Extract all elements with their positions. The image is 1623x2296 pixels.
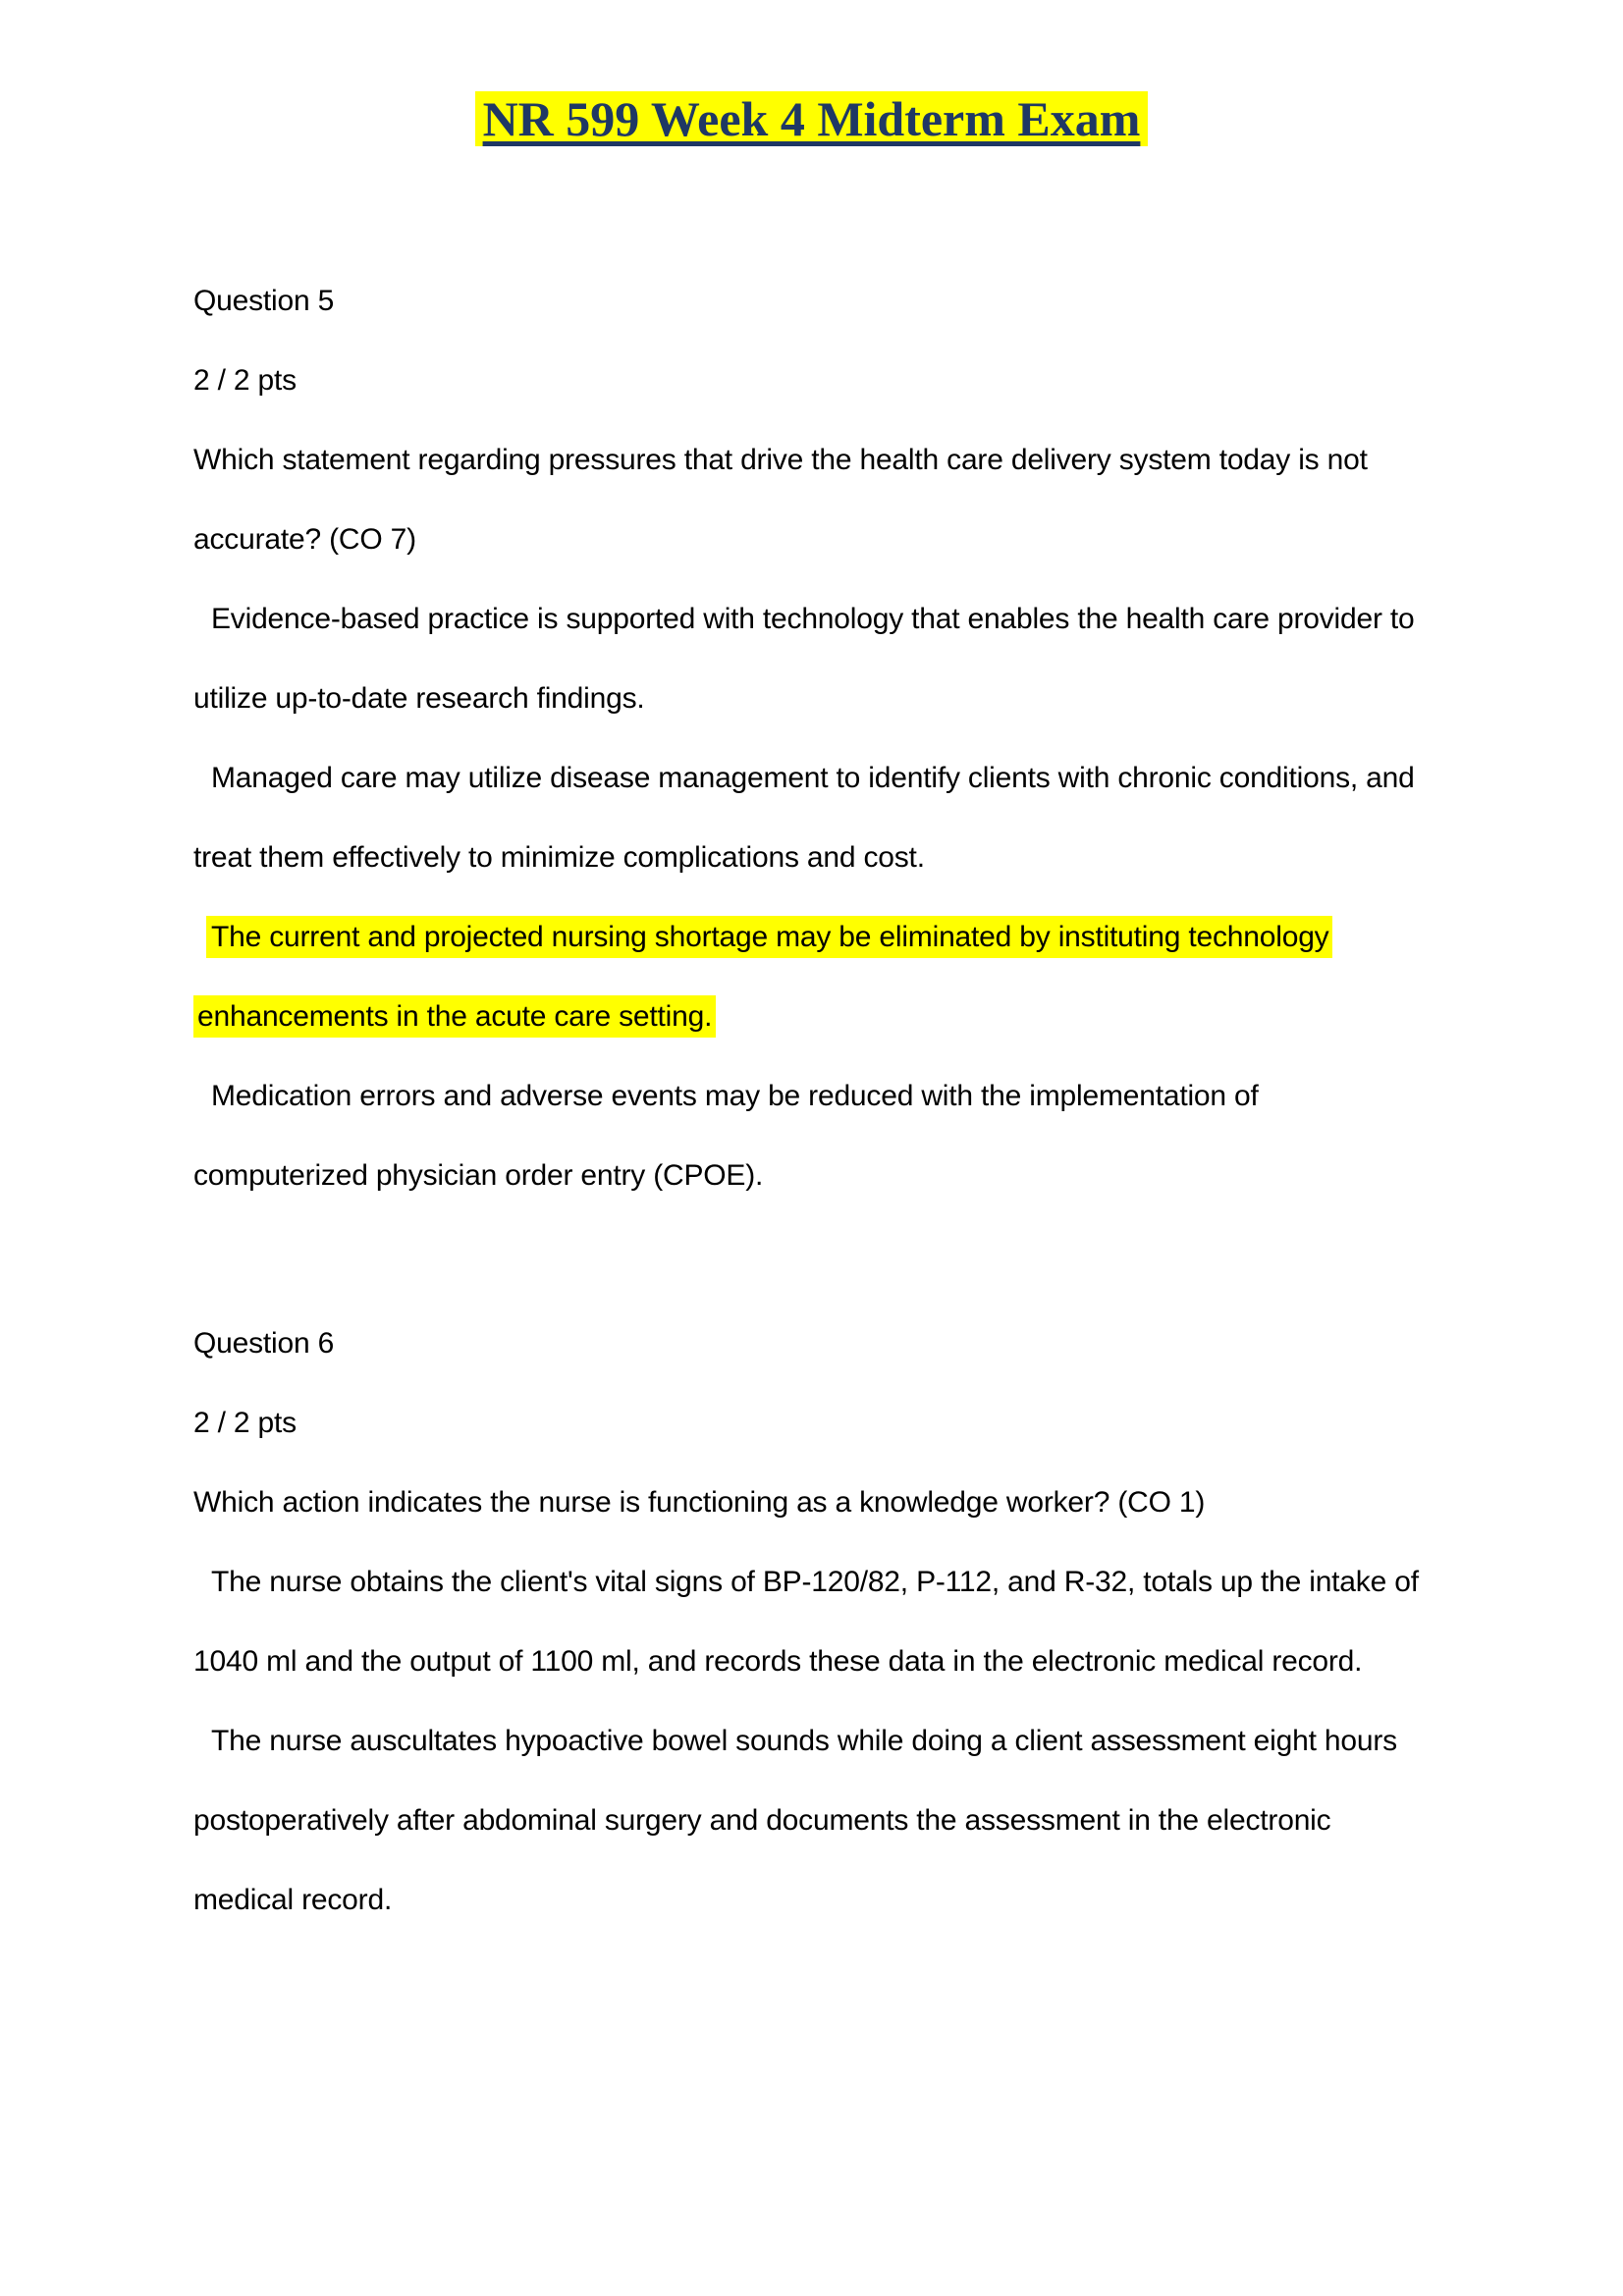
question-stem-line: Which action indicates the nurse is functioning as a knowledge worker? (CO 1) — [193, 1486, 1206, 1519]
answer-option-line-highlighted — [193, 977, 1623, 1056]
question-points: 2 / 2 pts — [193, 364, 297, 397]
question-5-block — [193, 261, 1623, 1215]
highlighted-text: The current and projected nursing shortage may be eliminated by instituting technology — [206, 916, 1332, 958]
answer-option-line: The nurse obtains the client's vital signs of BP-120/82, P-112, and R-32, totals up the intake of — [211, 1566, 1419, 1598]
exam-title: NR 599 Week 4 Midterm Exam — [475, 91, 1149, 146]
question-6-block — [193, 1304, 1623, 1940]
answer-option-line: medical record. — [193, 1884, 393, 1916]
question-points: 2 / 2 pts — [193, 1407, 297, 1439]
answer-option-line: utilize up-to-date research findings. — [193, 682, 645, 715]
page-content — [0, 261, 1623, 1940]
answer-option-line: postoperatively after abdominal surgery and documents the assessment in the electronic — [193, 1804, 1331, 1837]
question-stem-line: accurate? (CO 7) — [193, 523, 416, 556]
answer-option-line: 1040 ml and the output of 1100 ml, and records these data in the electronic medical record. — [193, 1645, 1363, 1678]
answer-option-line-highlighted — [193, 897, 1623, 977]
answer-option-line: Medication errors and adverse events may be reduced with the implementation of — [211, 1080, 1259, 1112]
answer-option-line: Evidence-based practice is supported with technology that enables the health care provider to — [211, 603, 1415, 635]
question-label: Question 6 — [193, 1327, 335, 1360]
highlighted-text: enhancements in the acute care setting. — [193, 995, 716, 1038]
question-label: Question 5 — [193, 285, 335, 317]
answer-option-line: computerized physician order entry (CPOE). — [193, 1159, 764, 1192]
answer-option-line: treat them effectively to minimize complications and cost. — [193, 841, 925, 874]
answer-option-line: Managed care may utilize disease management to identify clients with chronic conditions, and — [211, 762, 1415, 794]
title-row — [0, 0, 1623, 164]
question-stem-line: Which statement regarding pressures that drive the health care delivery system today is not — [193, 444, 1368, 476]
answer-option-line: The nurse auscultates hypoactive bowel sounds while doing a client assessment eight hours — [211, 1725, 1397, 1757]
